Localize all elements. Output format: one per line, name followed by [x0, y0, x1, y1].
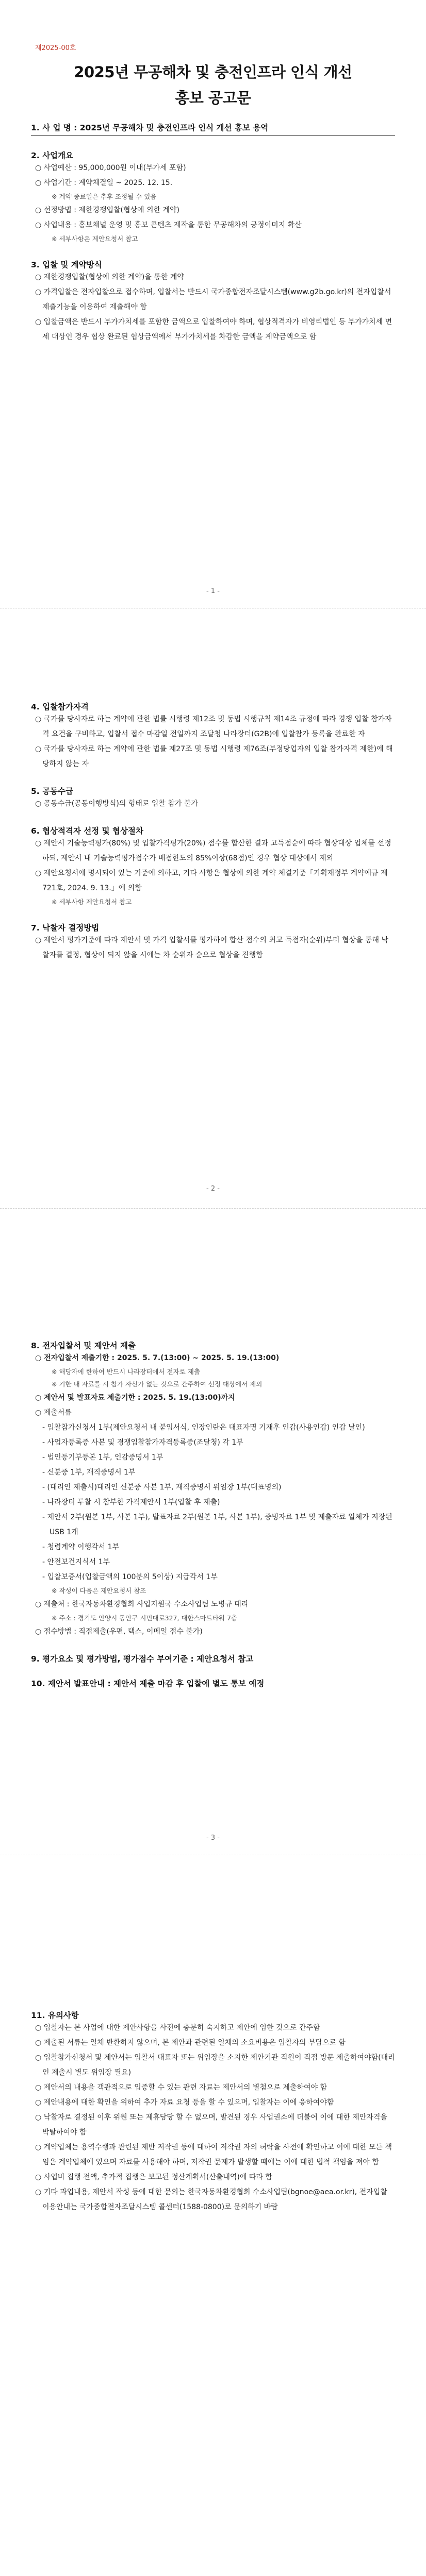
section-6-heading: 6. 협상적격자 선정 및 협상절차: [31, 826, 143, 836]
section-11-item-6: ○ 낙찰자로 결정된 이후 위원 또는 제휴담당 할 수 없으며, 발견된 경우 사업권소에 더불어 이에 대한 제안자격을 박탈하여야 함: [35, 2113, 387, 2137]
section-3-heading: 3. 입찰 및 계약방식: [31, 260, 102, 269]
section-2-content: ○ 사업내용 : 홍보채널 운영 및 홍보 콘텐츠 제작을 통한 무공해차의 긍정이미지 확산: [35, 221, 302, 229]
section-6-note: ※ 세부사항 제안요청서 참고: [52, 898, 132, 906]
section-8-doc-1: - 입찰참가신청서 1부(제안요청서 내 붙임서식, 인장인란은 대표자명 기재후 인감(사용인감) 인감 날인): [42, 1423, 365, 1432]
section-11-item-1: ○ 입찰자는 본 사업에 대한 제안사항을 사전에 충분히 숙지하고 제안에 임한 것으로 간주함: [35, 2024, 320, 2032]
section-2-period: ○ 사업기간 : 계약체결일 ~ 2025. 12. 15.: [35, 179, 173, 187]
section-8-e: ○ 접수방법 : 직접제출(우편, 택스, 이메일 접수 불가): [35, 1628, 203, 1636]
section-4-heading: 4. 입찰참가자격: [31, 702, 89, 711]
page-number-3: - 3 -: [206, 1834, 220, 1842]
section-11-item-5: ○ 제안내용에 대한 확인을 위하여 추가 자료 요청 등을 할 수 있으며, 입찰자는 이에 응하여야함: [35, 2098, 334, 2107]
section-8-doc-6: - 나라장터 투찰 시 참부한 가격제안서 1부(입찰 후 제출): [42, 1498, 220, 1506]
section-11-item-3: ○ 입찰참가신청서 및 제안서는 입찰서 대표자 또는 위임장을 소지한 제안기관 직원이 직접 방문 제출하여야함(대리인 제출시 별도 위임장 필요): [35, 2054, 395, 2077]
section-3-b: ○ 가격입찰은 전자입찰으로 접수하며, 입찰서는 반드시 국가종합전자조달시스템(www.g2b.go.kr)의 전자입찰서 제출기능을 이용하여 제출해야 함: [35, 288, 391, 311]
section-6-b: ○ 제안요청서에 명시되어 있는 기준에 의하고, 기타 사항은 협상에 의한 계약 체결기준「기획재정부 계약예규 제721호, 2024. 9. 13.」에 의함: [35, 869, 388, 892]
page-3-body: [31, 1340, 395, 1689]
section-2-method: ○ 선정방법 : 제한경쟁입찰(협상에 의한 계약): [35, 206, 180, 214]
section-8-a-note-2: ※ 기한 내 자료를 시 참가 자신가 없는 것으로 간주하여 선정 대상에서 제외: [52, 1380, 263, 1388]
title-line-1: 2025년 무공해차 및 충전인프라 인식 개선: [74, 63, 352, 81]
title-line-2: 홍보 공고문: [175, 89, 251, 107]
section-8-doc-10: - 입찰보증서(입찰금액의 100분의 5이상) 지급각서 1부: [42, 1573, 218, 1581]
section-3-c: ○ 입찰금액은 반드시 부가가치세를 포함한 금액으로 입찰하여야 하며, 협상적격자가 비영리법인 등 부가가치세 면세 대상인 경우 협상 완료된 협상금액에서 부가가치세를 차감한 금액을 계약금액으로 함: [35, 318, 392, 341]
section-11-item-2: ○ 제출된 서류는 일체 반환하지 않으며, 본 제안과 관련된 일체의 소요비용은 입찰자의 부담으로 함: [35, 2039, 346, 2047]
section-11-heading: 11. 유의사항: [31, 2011, 79, 2020]
section-11-item-7: ○ 계약업체는 용역수행과 관련된 제반 저작권 등에 대하여 저작권 자의 허락을 사전에 확인하고 이에 대한 모든 책임은 계약업체에 있으며 자료를 사용해야 하며, 저작권 문제가 발생할 때에는 이에 대한 법적 책임을 져야 함: [35, 2143, 392, 2166]
section-8-doc-3: - 법인등기부등본 1부, 인감증명서 1부: [42, 1453, 163, 1462]
section-11-item-8: ○ 사업비 집행 전액, 추가적 집행은 보고된 정산계획서(산출내역)에 따라 함: [35, 2173, 272, 2181]
section-8-doc-9: - 안전보건지식서 1부: [42, 1558, 110, 1566]
section-1-heading: 1. 사 업 명 : 2025년 무공해차 및 충전인프라 인식 개선 홍보 용역: [31, 122, 395, 136]
section-7-a: ○ 제안서 평가기준에 따라 제안서 및 가격 입찰서를 평가하여 합산 점수의 최고 득점자(순위)부터 협상을 통해 낙찰자를 결정, 협상이 되지 않을 시에는 차 순위자 순으로 협상을 진행함: [35, 936, 388, 959]
page-separator: [0, 1208, 426, 1209]
page-1-body: [31, 122, 395, 345]
page-number-2: - 2 -: [206, 1185, 220, 1193]
section-5-a: ○ 공동수급(공동이행방식)의 형태로 입찰 참가 불가: [35, 800, 198, 808]
section-8-b: ○ 제안서 및 발표자료 제출기한 : 2025. 5. 19.(13:00)까지: [35, 1394, 235, 1402]
closing-statement: [0, 2573, 426, 2576]
section-5-heading: 5. 공동수급: [31, 787, 73, 796]
document-number: 제2025-00호: [35, 44, 76, 52]
page-2-body: [31, 701, 395, 963]
section-4-b: ○ 국가를 당사자로 하는 계약에 관한 법률 제27조 및 동법 시행령 제76조(부정당업자의 입찰 참가자격 제한)에 해당하지 않는 자: [35, 745, 393, 768]
section-8-a: ○ 전자입찰서 제출기한 : 2025. 5. 7.(13:00) ~ 2025. 5. 19.(13:00): [35, 1354, 280, 1362]
section-8-doc-2: - 사업자등록증 사본 및 경쟁입찰참가자격등록증(조달청) 각 1부: [42, 1438, 243, 1447]
section-8-a-note-1: ※ 해당자에 한하여 반드시 나라장터에서 전자로 제출: [52, 1368, 200, 1376]
section-2-heading: 2. 사업개요: [31, 151, 73, 160]
section-4-a: ○ 국가를 당사자로 하는 계약에 관한 법률 시행령 제12조 및 동법 시행규칙 제14조 규정에 따라 경쟁 입찰 참가자격 요건을 구비하고, 입찰서 접수 마감일 전일까지 조달청 나라장터(G2B)에 입찰참가 등록을 완료한 자: [35, 715, 392, 738]
section-8-d: ○ 제출처 : 한국자동차환경협회 사업지원국 수소사업팀 노병규 대리: [35, 1600, 249, 1608]
section-2-period-note: ※ 계약 종료일은 추후 조정될 수 있음: [52, 193, 157, 200]
page-4-body: [31, 2009, 395, 2215]
section-8-c: ○ 제출서류: [35, 1409, 72, 1417]
section-9-heading: 9. 평가요소 및 평가방법, 평가점수 부여기준 : 제안요청서 참고: [31, 1654, 254, 1664]
section-8-doc-7: - 제안서 2부(원본 1부, 사본 1부), 발표자료 2부(원본 1부, 사본 1부), 증빙자료 1부 및 제출자료 일체가 저장된 USB 1개: [42, 1513, 392, 1536]
section-3-a: ○ 제한경쟁입찰(협상에 의한 계약)을 통한 계약: [35, 273, 184, 281]
section-8-d-note: ※ 주소 : 경기도 안양시 동안구 시민대로327, 대한스마트타워 7층: [52, 1614, 237, 1622]
section-10-heading: 10. 제안서 발표안내 : 제안서 제출 마감 후 입찰에 별도 통보 예정: [31, 1679, 265, 1688]
section-8-doc-8: - 청렴계약 이행각서 1부: [42, 1543, 120, 1551]
section-11-item-9: ○ 기타 과업내용, 제안서 작성 등에 대한 문의는 한국자동차환경협회 수소사업팀(bgnoe@aea.or.kr), 전자입찰 이용안내는 국가종합전자조달시스템 콜센터(1588-0800)로 문의하기 바람: [35, 2188, 387, 2211]
section-2-content-note: ※ 세부사항은 제안요청서 참고: [52, 235, 138, 243]
section-7-heading: 7. 낙찰자 결정방법: [31, 923, 100, 933]
section-8-docs-note: ※ 작성이 다음은 제안요청서 참조: [52, 1587, 146, 1595]
section-8-heading: 8. 전자입찰서 및 제안서 제출: [31, 1341, 136, 1350]
section-6-a: ○ 제안서 기술능력평가(80%) 및 입찰가격평가(20%) 점수를 합산한 결과 고득점순에 따라 협상대상 업체를 선정하되, 제안서 내 기술능력평가점수가 배점한도의 85%이상(68점)인 경우 협상 대상에서 제외: [35, 839, 391, 862]
section-11-item-4: ○ 제안서의 내용을 객관적으로 입증할 수 있는 관련 자료는 제안서의 별첨으로 제출하여야 함: [35, 2083, 327, 2092]
section-8-doc-4: - 신분증 1부, 재직증명서 1부: [42, 1468, 136, 1477]
page-number-1: - 1 -: [206, 587, 220, 595]
section-8-doc-5: - (대리인 제출시)대리인 신분증 사본 1부, 재직증명서 위임장 1부(대표명의): [42, 1483, 282, 1492]
section-2-budget: ○ 사업예산 : 95,000,000원 이내(부가세 포함): [35, 164, 186, 172]
